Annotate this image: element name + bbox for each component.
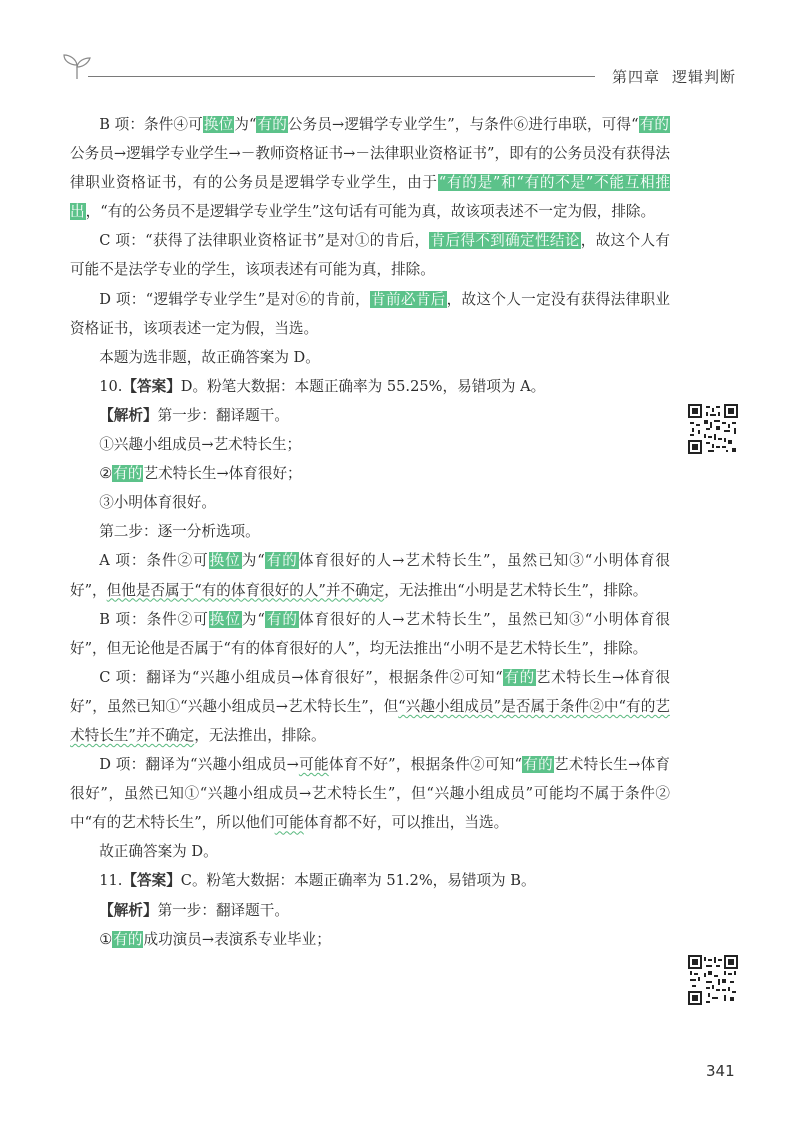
analysis-line-q11: 【解析】第一步：翻译题干。 (99, 901, 289, 919)
paragraph-q10-option-d: D 项：翻译为“兴趣小组成员→可能体育不好”，根据条件②可知“有的艺术特长生→体育很好”，虽然已知①“兴趣小组成员→艺术特长生”，但“兴趣小组成员”可能均不属于条件②中“有的艺术特长生”，所以他们可能体育都不好，可以推出，当选。 (70, 756, 670, 832)
qr-code-icon[interactable] (688, 955, 738, 1005)
answer-line-q11: 11.【答案】C。粉笔大数据：本题正确率为 51.2%，易错项为 B。 (99, 872, 536, 890)
header-section: 逻辑判断 (672, 68, 737, 86)
header-rule (88, 76, 595, 77)
paragraph-option-b: B 项：条件④可换位为“有的公务员→逻辑学专业学生”，与条件⑥进行串联，可得“有的公务员→逻辑学专业学生→－教师资格证书→－法律职业资格证书”，即有的公务员没有获得法律职业资格证书，有的公务员是逻辑学专业学生，由于“有的是”和“有的不是”不能互相推出，“有的公务员不是逻辑学专业学生”这句话有可能为真，故该项表述不一定为假，排除。 (70, 116, 670, 221)
answer-line-q10: 10.【答案】D。粉笔大数据：本题正确率为 55.25%，易错项为 A。 (99, 377, 546, 395)
paragraph-option-d: D 项：“逻辑学专业学生”是对⑥的肯前，肯前必肯后，故这个人一定没有获得法律职业资格证书，该项表述一定为假，当选。 (70, 290, 670, 337)
paragraph-conclusion: 本题为选非题，故正确答案为 D。 (99, 348, 320, 366)
qr-code-icon[interactable] (688, 404, 738, 454)
condition-3: ③小明体育很好。 (99, 494, 216, 512)
paragraph-q10-option-b: B 项：条件②可换位为“有的体育很好的人→艺术特长生”，虽然已知③“小明体育很好”，但无论他是否属于“有的体育很好的人”，均无法推出“小明不是艺术特长生”，排除。 (70, 610, 670, 657)
page-number: 341 (706, 1062, 735, 1080)
paragraph-option-c: C 项：“获得了法律职业资格证书”是对①的肯后，肯后得不到确定性结论，故这个人有可能不是法学专业的学生，该项表述有可能为真，排除。 (70, 232, 670, 279)
condition-1: ①兴趣小组成员→艺术特长生； (99, 436, 302, 454)
condition-2: ②有的艺术特长生→体育很好； (99, 465, 302, 483)
step-two: 第二步：逐一分析选项。 (99, 523, 260, 541)
paragraph-q10-conclusion: 故正确答案为 D。 (99, 843, 218, 861)
paragraph-q10-option-c: C 项：翻译为“兴趣小组成员→体育很好”，根据条件②可知“有的艺术特长生→体育很好”，虽然已知①“兴趣小组成员→艺术特长生”，但“兴趣小组成员”是否属于条件②中“有的艺术特长生”并不确定，无法推出，排除。 (70, 668, 670, 744)
analysis-line-q10: 【解析】第一步：翻译题干。 (99, 406, 289, 424)
paragraph-q10-option-a: A 项：条件②可换位为“有的体育很好的人→艺术特长生”，虽然已知③“小明体育很好”，但他是否属于“有的体育很好的人”并不确定，无法推出“小明是艺术特长生”，排除。 (70, 552, 670, 599)
header-chapter: 第四章 (612, 68, 661, 86)
page-body (70, 110, 670, 954)
condition-1-q11: ①有的成功演员→表演系专业毕业； (99, 930, 331, 948)
